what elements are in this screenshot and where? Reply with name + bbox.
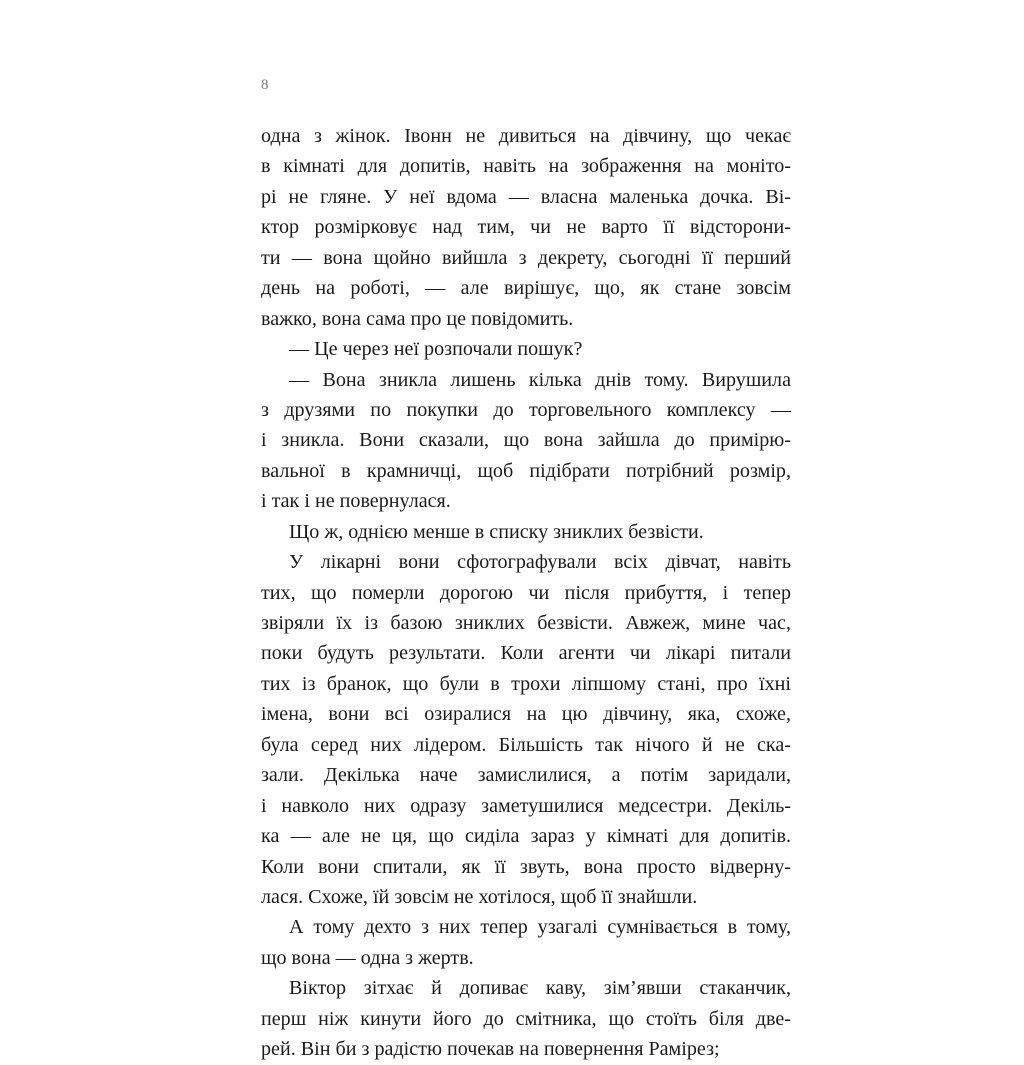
text-line: Віктор зітхає й допиває каву, зім’явши стаканчик, [289,977,791,1000]
paragraph [261,517,791,547]
paragraph [261,973,791,1064]
text-line: — Вона зникла лишень кілька днів тому. Вирушила [289,368,791,391]
text-line: в кімнаті для допитів, навіть на зображення на моніто- [261,155,791,178]
text-line: з друзями по покупки до торговельного комплексу — [261,398,791,421]
text-line: У лікарні вони сфотографували всіх дівчат, навіть [289,551,791,574]
page-number: 8 [261,77,269,93]
text-line: рі не гляне. У неї вдома — власна маленька дочка. Ві- [261,185,791,208]
text-line: і зникла. Вони сказали, що вона зайшла до примірю- [261,429,791,452]
text-line: ктор розмірковує над тим, чи не варто її відсторони- [261,216,791,239]
text-line: Коли вони спитали, як її звуть, вона просто відверну- [261,855,791,878]
text-line: одна з жінок. Івонн не дивиться на дівчину, що чекає [261,125,791,147]
text-line: важко, вона сама про це повідомить. [261,307,574,330]
text-line: зали. Декілька наче замислилися, а потім заридали, [261,764,791,787]
text-line: і навколо них одразу заметушилися медсестри. Декіль- [261,794,791,817]
text-line: ти — вона щойно вийшла з декрету, сьогодні її перший [261,246,791,269]
paragraph [261,121,791,334]
paragraph [261,334,791,364]
text-line: вальної в крамничці, щоб підібрати потрібний розмір, [261,459,791,482]
text-line: рей. Він би з радістю почекав на повернення Рамірез; [261,1038,720,1061]
text-line: що вона — одна з жертв. [261,946,474,969]
text-line: перш ніж кинути його до смітника, що стоїть біля две- [261,1007,791,1030]
text-line: звіряли їх із базою зниклих безвісти. Авжеж, мине час, [261,612,791,634]
page-text-block [261,121,791,1065]
text-line: ка — але не ця, що сиділа зараз у кімнаті для допитів. [261,825,791,848]
text-line: тих із бранок, що були в трохи ліпшому стані, про їхні [261,672,791,695]
text-line: імена, вони всі озиралися на цю дівчину, яка, схоже, [261,703,791,726]
text-line: — Це через неї розпочали пошук? [289,338,583,361]
text-line: день на роботі, — але вирішує, що, як стане зовсім [261,277,791,300]
paragraph [261,547,791,912]
text-line: і так і не повернулася. [261,490,451,513]
paragraph [261,365,791,517]
text-line: була серед них лідером. Більшість так нічого й не ска- [261,733,791,756]
paragraph [261,912,791,973]
text-line: тих, що померли дорогою чи після прибуття, і тепер [261,581,791,604]
text-line: лася. Схоже, їй зовсім не хотілося, щоб її знайшли. [261,885,698,908]
text-line: А тому дехто з них тепер узагалі сумнівається в тому, [289,916,791,939]
text-line: поки будуть результати. Коли агенти чи лікарі питали [261,642,791,665]
text-line: Що ж, однією менше в списку зниклих безвісти. [289,520,704,543]
